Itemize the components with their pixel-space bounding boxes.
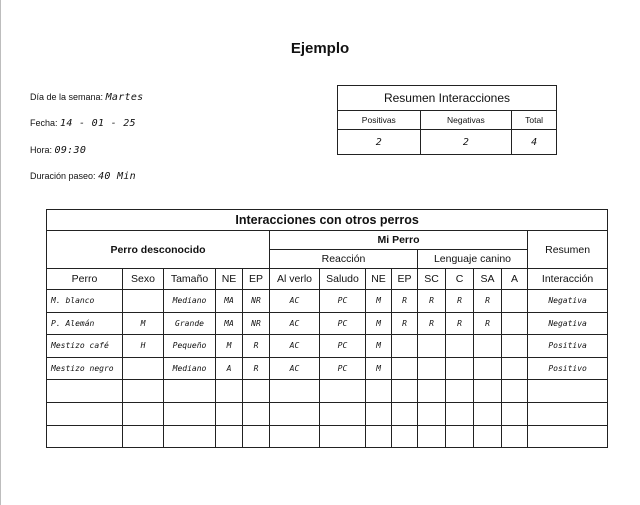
cell-c: R [446,312,474,335]
cell-ne [216,380,243,403]
col-header-ep: EP [243,269,270,290]
cell-interaccion [528,425,608,448]
cell-ne [366,425,392,448]
cell-sexo [123,357,164,380]
cell-c [446,357,474,380]
cell-ne: M [216,335,243,358]
col-header-al-verlo: Al verlo [270,269,320,290]
summary-col-positive: Positivas [338,111,421,130]
summary-col-negative: Negativas [420,111,512,130]
subgroup-reaction: Reacción [270,250,418,269]
cell-saludo [320,425,366,448]
cell-sc [418,402,446,425]
summary-table [337,85,557,155]
cell-sexo [123,402,164,425]
info-date-label: Fecha: [30,118,58,128]
cell-ne: M [366,312,392,335]
col-header-sc: SC [418,269,446,290]
group-summary: Resumen [528,231,608,269]
table-row [47,290,608,313]
cell-tamano [164,380,216,403]
info-date [30,118,136,129]
subgroup-language: Lenguaje canino [418,250,528,269]
col-header-saludo: Saludo [320,269,366,290]
cell-ep [243,380,270,403]
cell-tamano: Mediano [164,290,216,313]
cell-c [446,335,474,358]
cell-sexo [123,425,164,448]
cell-interaccion: Positiva [528,335,608,358]
cell-perro [47,380,123,403]
cell-sexo: H [123,335,164,358]
cell-perro: M. blanco [47,290,123,313]
cell-perro: P. Alemán [47,312,123,335]
cell-sexo [123,380,164,403]
cell-ep [392,380,418,403]
col-header-sexo: Sexo [123,269,164,290]
cell-saludo: PC [320,312,366,335]
cell-ne [216,402,243,425]
cell-sc: R [418,312,446,335]
cell-saludo [320,402,366,425]
cell-sa [474,380,502,403]
cell-saludo: PC [320,290,366,313]
table-row [47,357,608,380]
interactions-title: Interacciones con otros perros [47,210,608,231]
info-date-value: 14 - 01 - 25 [60,118,136,129]
page-edge [0,0,1,505]
cell-ep [392,335,418,358]
cell-ep: R [392,290,418,313]
cell-ne [216,425,243,448]
cell-al-verlo [270,380,320,403]
info-time-label: Hora: [30,145,53,155]
cell-ne: MA [216,290,243,313]
page-title: Ejemplo [290,40,350,57]
info-time-value: 09:30 [54,145,87,156]
cell-interaccion: Negativa [528,290,608,313]
cell-saludo: PC [320,335,366,358]
cell-al-verlo: AC [270,357,320,380]
cell-ne: M [366,335,392,358]
summary-value-total: 4 [512,130,557,155]
cell-a [502,290,528,313]
cell-tamano: Mediano [164,357,216,380]
cell-ep: R [243,335,270,358]
cell-tamano [164,402,216,425]
cell-interaccion [528,380,608,403]
cell-saludo [320,380,366,403]
cell-interaccion [528,402,608,425]
cell-saludo: PC [320,357,366,380]
cell-sexo: M [123,312,164,335]
cell-ne [366,402,392,425]
cell-ep [392,425,418,448]
cell-c [446,402,474,425]
cell-sexo [123,290,164,313]
table-row [47,380,608,403]
cell-ep [392,357,418,380]
cell-ne: M [366,290,392,313]
interactions-table [46,209,608,448]
cell-sa: R [474,290,502,313]
cell-tamano [164,425,216,448]
col-header-c: C [446,269,474,290]
cell-sa [474,335,502,358]
table-row [47,312,608,335]
summary-title: Resumen Interacciones [338,86,557,111]
cell-sc [418,357,446,380]
cell-al-verlo [270,425,320,448]
cell-al-verlo: AC [270,312,320,335]
col-header-a: A [502,269,528,290]
col-header-perro: Perro [47,269,123,290]
cell-ep [243,402,270,425]
group-my-dog: Mi Perro [270,231,528,250]
cell-perro: Mestizo café [47,335,123,358]
info-day [30,92,144,103]
cell-a [502,402,528,425]
cell-sa [474,357,502,380]
cell-a [502,312,528,335]
cell-interaccion: Positivo [528,357,608,380]
cell-ne [366,380,392,403]
cell-al-verlo [270,402,320,425]
cell-ne: M [366,357,392,380]
cell-a [502,335,528,358]
cell-ep [392,402,418,425]
cell-perro [47,425,123,448]
cell-ep: NR [243,290,270,313]
col-header-interaccion: Interacción [528,269,608,290]
col-header-ne: NE [216,269,243,290]
info-duration [30,171,136,182]
column-headers [47,269,608,290]
cell-ep [243,425,270,448]
cell-interaccion: Negativa [528,312,608,335]
summary-col-total: Total [512,111,557,130]
cell-ep: R [243,357,270,380]
cell-ne: MA [216,312,243,335]
cell-sc: R [418,290,446,313]
table-row [47,335,608,358]
info-day-label: Día de la semana: [30,92,104,102]
table-row [47,425,608,448]
cell-sc [418,335,446,358]
cell-c: R [446,290,474,313]
cell-ne: A [216,357,243,380]
cell-perro [47,402,123,425]
cell-c [446,380,474,403]
cell-sa [474,425,502,448]
cell-perro: Mestizo negro [47,357,123,380]
col-header-ep: EP [392,269,418,290]
summary-value-positive: 2 [338,130,421,155]
cell-ep: NR [243,312,270,335]
group-unknown-dog: Perro desconocido [47,231,270,269]
col-header-sa: SA [474,269,502,290]
cell-al-verlo: AC [270,290,320,313]
cell-sa: R [474,312,502,335]
cell-a [502,380,528,403]
info-duration-label: Duración paseo: [30,171,96,181]
col-header-ne: NE [366,269,392,290]
table-row [47,402,608,425]
cell-a [502,425,528,448]
cell-ep: R [392,312,418,335]
info-day-value: Martes [105,92,144,103]
cell-a [502,357,528,380]
cell-sc [418,425,446,448]
cell-tamano: Pequeño [164,335,216,358]
info-duration-value: 40 Min [98,171,136,182]
cell-sc [418,380,446,403]
col-header-tamano: Tamaño [164,269,216,290]
cell-c [446,425,474,448]
cell-sa [474,402,502,425]
summary-value-negative: 2 [420,130,512,155]
cell-tamano: Grande [164,312,216,335]
cell-al-verlo: AC [270,335,320,358]
table-body [47,290,608,448]
info-time [30,145,86,156]
